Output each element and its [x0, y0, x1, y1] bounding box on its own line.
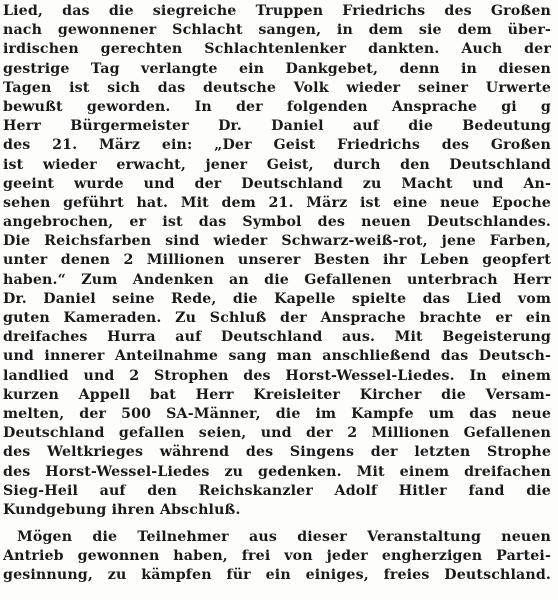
text-line: gesinnung, zu kämpfen für ein einiges, freies Deutschland. — [3, 567, 551, 584]
text-line: Mögen die Teilnehmer aus dieser Veranstaltung neuen — [17, 529, 551, 546]
text-line: irdischen gerechten Schlachtenlenker dankten. Auch der — [3, 41, 551, 58]
article-column — [3, 2, 551, 586]
text-line: guten Kameraden. Zu Schluß der Ansprache brachte er ein — [3, 310, 551, 326]
text-line: ist wieder erwacht, jener Geist, durch den Deutschland — [3, 156, 551, 173]
text-line: Lied, das die siegreiche Truppen Friedrichs des Großen — [3, 3, 551, 19]
text-line: Tagen ist sich das deutsche Volk wieder seiner Urwerte — [3, 79, 551, 96]
text-line: gestrige Tag verlangte ein Dankgebet, denn in diesen — [3, 60, 551, 77]
text-line: landlied und 2 Strophen des Horst-Wessel-Liedes. In einem — [3, 367, 551, 384]
text-line: Antrieb gewonnen haben, frei von jeder engherzigen Partei- — [3, 548, 551, 565]
text-line: geeint wurde und der Deutschland zu Macht und An- — [3, 175, 551, 192]
text-line: Deutschland gefallen seien, und der 2 Millionen Gefallenen — [3, 425, 551, 442]
paragraph-1 — [3, 2, 551, 520]
text-line: bewußt geworden. In der folgenden Ansprache gi g — [3, 98, 551, 115]
text-line: angebrochen, er ist das Symbol des neuen Deutschlandes. — [3, 214, 551, 231]
text-line: kurzen Appell bat Herr Kreisleiter Kircher die Versam- — [3, 386, 551, 403]
text-line: des 21. März ein: „Der Geist Friedrichs des Großen — [3, 137, 551, 154]
text-line: Die Reichsfarben sind wieder Schwarz-weiß-rot, jene Farben, — [3, 233, 551, 250]
text-line: des Horst-Wessel-Liedes zu gedenken. Mit einem dreifachen — [3, 463, 551, 480]
text-line: des Weltkrieges während des Singens der letzten Strophe — [3, 444, 551, 461]
text-line: Sieg-Heil auf den Reichskanzler Adolf Hitler fand die — [3, 482, 551, 499]
text-line: dreifaches Hurra auf Deutschland aus. Mit Begeisterung — [3, 329, 551, 346]
text-line: nach gewonnener Schlacht sangen, in dem sie dem über- — [3, 22, 551, 39]
text-line: sehen geführt hat. Mit dem 21. März ist eine neue Epoche — [3, 194, 551, 211]
text-line: Herr Bürgermeister Dr. Daniel auf die Bedeutung — [3, 118, 551, 135]
paragraph-2 — [3, 528, 551, 586]
text-line: haben.“ Zum Andenken an die Gefallenen unterbrach Herr — [3, 271, 551, 288]
text-line: Dr. Daniel seine Rede, die Kapelle spielte das Lied vom — [3, 290, 551, 307]
text-line: und innerer Anteilnahme sang man anschließend das Deutsch- — [3, 348, 551, 365]
text-line: melten, der 500 SA-Männer, die im Kampfe um das neue — [3, 405, 551, 422]
text-line: unter denen 2 Millionen unserer Besten ihr Leben geopfert — [3, 252, 551, 269]
text-line: Kundgebung ihren Abschluß. — [3, 501, 241, 518]
paragraph-gap — [3, 520, 551, 528]
